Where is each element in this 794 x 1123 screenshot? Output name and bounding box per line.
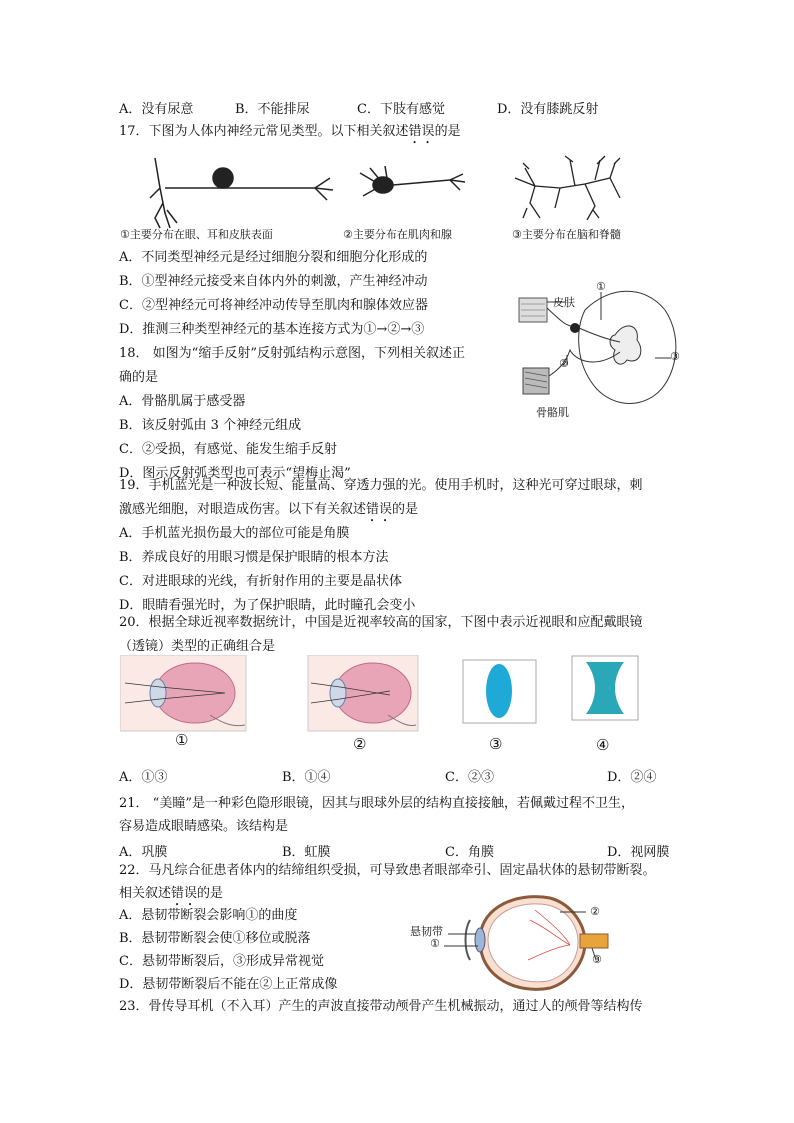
q16-option-d: D．没有膝跳反射	[497, 102, 599, 117]
q21-option-d: D．视网膜	[607, 845, 670, 860]
q22-stem-line1: 22．马凡综合征患者体内的结缔组织受损，可导致患者眼部牵引、固定晶状体的悬韧带断裂。	[119, 863, 656, 878]
q18-option-b: B．该反射弧由 3 个神经元组成	[119, 418, 302, 433]
label-eye-1: ①	[430, 937, 440, 950]
q17-option-d: D．推测三种类型神经元的基本连接方式为①→②→③	[119, 322, 425, 337]
label-reflex-3: ③	[670, 350, 680, 363]
q17-option-b: B．①型神经元接受来自体内外的刺激，产生神经冲动	[119, 274, 428, 289]
q19-option-b: B．养成良好的用眼习惯是保护眼睛的根本方法	[119, 550, 389, 565]
q21-option-b: B．虹膜	[282, 845, 331, 860]
q19-stem-line1: 19．手机蓝光是一种波长短、能量高、穿透力强的光。使用手机时，这种光可穿过眼球，刺	[119, 478, 643, 493]
q20-option-b: B．①④	[282, 770, 331, 785]
q18-stem-line1: 18． 如图为“缩手反射”反射弧结构示意图，下列相关叙述正	[119, 346, 465, 361]
q22-option-c: C．悬韧带断裂后，③形成异常视觉	[119, 954, 324, 969]
q20-option-a: A．①③	[119, 770, 168, 785]
q20-stem-line2: （透镜）类型的正确组合是	[119, 639, 276, 654]
q17-option-c: C．②型神经元可将神经冲动传导至肌肉和腺体效应器	[119, 298, 428, 313]
q19-option-a: A．手机蓝光损伤最大的部位可能是角膜	[119, 526, 350, 541]
q21-stem-line2: 容易造成眼睛感染。该结构是	[119, 819, 289, 834]
label-eye-2: ②	[590, 905, 600, 918]
q18-option-a: A．骨骼肌属于感受器	[119, 394, 246, 409]
q19-option-c: C．对进眼球的光线，有折射作用的主要是晶状体	[119, 574, 402, 589]
reflex-arc-figure	[515, 280, 685, 420]
q18-option-c: C．②受损，有感觉、能发生缩手反射	[119, 442, 337, 457]
label-reflex-1: ①	[596, 280, 606, 293]
label-eye-3: ③	[592, 953, 602, 966]
q16-option-b: B．不能排尿	[235, 102, 310, 117]
neuron-1-caption: ①主要分布在眼、耳和皮肤表面	[120, 228, 273, 241]
q20-option-d: D．②④	[607, 770, 657, 785]
eye-diagram-1	[120, 655, 246, 731]
q16-option-a: A．没有尿意	[119, 102, 194, 117]
q18-stem-line2: 确的是	[119, 370, 159, 385]
neuron-2-image	[360, 166, 465, 196]
eye-cross-section-figure	[410, 890, 610, 995]
q22-option-a: A．悬韧带断裂会影响①的曲度	[119, 908, 298, 923]
label-suspensory-ligament: 悬韧带	[410, 925, 443, 938]
concave-lens	[572, 656, 638, 720]
q22-option-b: B．悬韧带断裂会使①移位或脱落	[119, 931, 311, 946]
q18-option-d: D．图示反射弧类型也可表示“望梅止渴”	[119, 466, 351, 481]
q19-stem-line2: 激感光细胞，对眼造成伤害。以下有关叙述错误的是	[119, 502, 419, 517]
label-skin: 皮肤	[553, 296, 575, 309]
fig-num-4: ④	[596, 736, 610, 754]
q23-stem-line1: 23．骨传导耳机（不入耳）产生的声波直接带动颅骨产生机械振动，通过人的颅骨等结构传	[119, 999, 643, 1014]
label-reflex-2: ②	[559, 357, 569, 370]
q20-stem-line1: 20．根据全球近视率数据统计，中国是近视率较高的国家，下图中表示近视眼和应配戴眼镜	[119, 615, 643, 630]
q17-option-a: A．不同类型神经元是经过细胞分裂和细胞分化形成的	[119, 250, 428, 265]
eye-diagram-2	[308, 655, 418, 731]
q21-option-c: C．角膜	[445, 845, 494, 860]
q20-figures	[120, 655, 680, 735]
q17-stem: 17．下图为人体内神经元常见类型。以下相关叙述错误的是	[119, 124, 461, 139]
q22-option-d: D．悬韧带断裂后不能在②上正常成像	[119, 977, 338, 992]
q16-option-c: C．下肢有感觉	[357, 102, 445, 117]
q21-stem-line1: 21． “美瞳”是一种彩色隐形眼镜，因其与眼球外层的结构直接接触，若佩戴过程不卫生，	[119, 796, 634, 811]
q21-option-a: A．巩膜	[119, 845, 168, 860]
neuron-2-caption: ②主要分布在肌肉和腺	[343, 228, 452, 241]
fig-num-3: ③	[489, 735, 503, 753]
neuron-3-image	[515, 156, 620, 220]
fig-num-1: ①	[175, 731, 189, 749]
q19-option-d: D．眼睛看强光时，为了保护眼睛，此时瞳孔会变小	[119, 598, 416, 613]
q22-stem-line2: 相关叙述错误的是	[119, 886, 224, 901]
fig-num-2: ②	[353, 735, 367, 753]
q20-option-c: C．②③	[445, 770, 494, 785]
neuron-3-caption: ③主要分布在脑和脊髓	[512, 228, 621, 241]
label-skeletal-muscle: 骨骼肌	[536, 406, 569, 419]
convex-lens	[463, 660, 536, 723]
neuron-1-image	[150, 158, 333, 228]
